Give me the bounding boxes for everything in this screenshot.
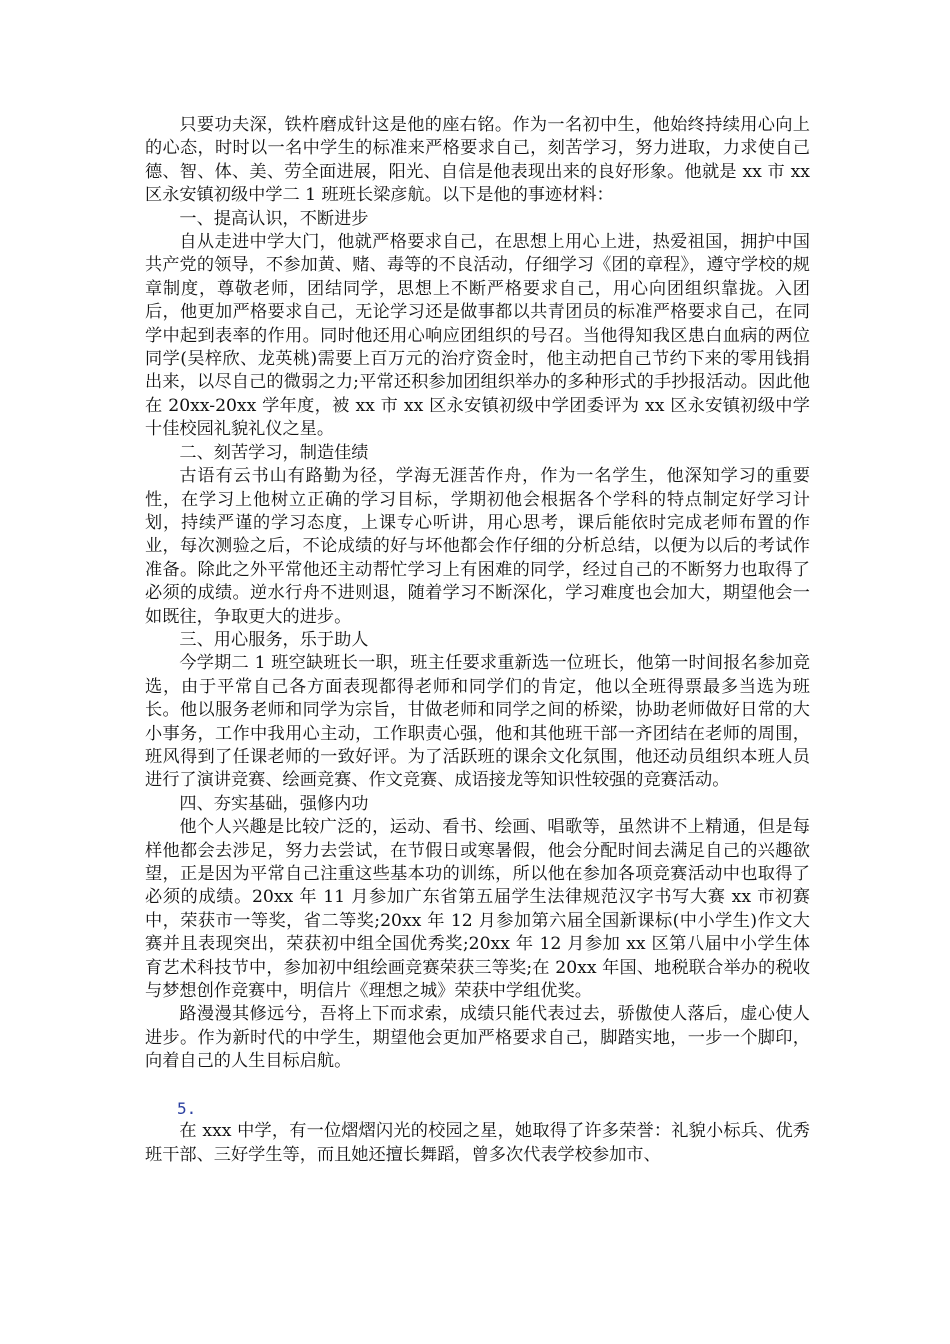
section-heading-4: 四、夯实基础，强修内功 — [179, 793, 369, 814]
section-paragraph-3: 今学期二 1 班空缺班长一职，班主任要求重新选一位班长，他第一时间报名参加竞选，由于平常自己各方面表现都得老师和同学们的肯定，他以全班得票最多当选为班长。他以服务老师和同学为宗旨，甘做老师和同学之间的桥梁，协助老师做好日常的大小事务，工作中我用心主动，工作职责心强，他和其他班干部一齐团结在老师的周围，班风得到了任课老师的一致好评。为了活跃班的课余文化氛围，他还动员组织本班人员进行了演讲竞赛、绘画竞赛、作文竞赛、成语接龙等知识性较强的竞赛活动。 — [145, 653, 810, 791]
section-paragraph-2: 古语有云书山有路勤为径，学海无涯苦作舟，作为一名学生，他深知学习的重要性，在学习上他树立正确的学习目标，学期初他会根据各个学科的特点制定好学习计划，持续严谨的学习态度，上课专心听讲，用心思考，课后能依时完成老师布置的作业，每次测验之后，不论成绩的好与坏他都会作仔细的分析总结，以便为以后的考试作准备。除此之外平常他还主动帮忙学习上有困难的同学，经过自己的不断努力也取得了必须的成绩。逆水行舟不进则退，随着学习不断深化，学习难度也会加大，期望他会一如既往，争取更大的进步。 — [145, 466, 810, 627]
item-number: 5. — [177, 1099, 197, 1119]
section-heading-3: 三、用心服务，乐于助人 — [179, 629, 369, 650]
document-body — [145, 114, 810, 1167]
section-heading-1: 一、提高认识，不断进步 — [179, 208, 369, 229]
section-paragraph-4: 他个人兴趣是比较广泛的，运动、看书、绘画、唱歌等，虽然讲不上精通，但是每样他都会去涉足，努力去尝试，在节假日或寒暑假，他会分配时间去满足自己的兴趣欲望，正是因为平常自己注重这些基本功的训练，所以他在参加各项竞赛活动中也取得了必须的成绩。20xx 年 11 月参加广东省第五届学生法律规范汉字书写大赛 xx 市初赛中，荣获市一等奖，省二等奖;20xx 年 12 月参加第六届全国新课标(中小学生)作文大赛并且表现突出，荣获初中组全国优秀奖;20xx 年 12 月参加 xx 区第八届中小学生体育艺术科技节中，参加初中组绘画竞赛荣获三等奖;在 20xx 年国、地税联合举办的税收与梦想创作竞赛中，明信片《理想之城》荣获中学组优奖。 — [145, 817, 810, 1002]
next-item-paragraph: 在 xxx 中学，有一位熠熠闪光的校园之星，她取得了许多荣誉：礼貌小标兵、优秀班干部、三好学生等，而且她还擅长舞蹈，曾多次代表学校参加市、 — [145, 1121, 810, 1165]
closing-paragraph: 路漫漫其修远兮，吾将上下而求索，成绩只能代表过去，骄傲使人落后，虚心使人进步。作为新时代的中学生，期望他会更加严格要求自己，脚踏实地，一步一个脚印，向着自己的人生目标启航。 — [145, 1004, 810, 1072]
section-paragraph-1: 自从走进中学大门，他就严格要求自己，在思想上用心上进，热爱祖国，拥护中国共产党的领导，不参加黄、赌、毒等的不良活动，仔细学习《团的章程》，遵守学校的规章制度，尊敬老师，团结同学，思想上不断严格要求自己，用心向团组织靠拢。入团后，他更加严格要求自己，无论学习还是做事都以共青团员的标准严格要求自己，在同学中起到表率的作用。同时他还用心响应团组织的号召。当他得知我区患白血病的两位同学(吴梓欣、龙英桃)需要上百万元的治疗资金时，他主动把自己节约下来的零用钱捐出来，以尽自己的微弱之力;平常还积参加团组织举办的多种形式的手抄报活动。因此他在 20xx-20xx 学年度，被 xx 市 xx 区永安镇初级中学团委评为 xx 区永安镇初级中学十佳校园礼貌礼仪之星。 — [145, 232, 810, 440]
blank-line — [145, 1074, 810, 1097]
section-heading-2: 二、刻苦学习，制造佳绩 — [179, 442, 369, 463]
intro-paragraph: 只要功夫深，铁杵磨成针这是他的座右铭。作为一名初中生，他始终持续用心向上的心态，时时以一名中学生的标准来严格要求自己，刻苦学习，努力进取，力求使自己德、智、体、美、劳全面进展，阳光、自信是他表现出来的良好形象。他就是 xx 市 xx 区永安镇初级中学二 1 班班长梁彦航。以下是他的事迹材料： — [145, 115, 810, 206]
